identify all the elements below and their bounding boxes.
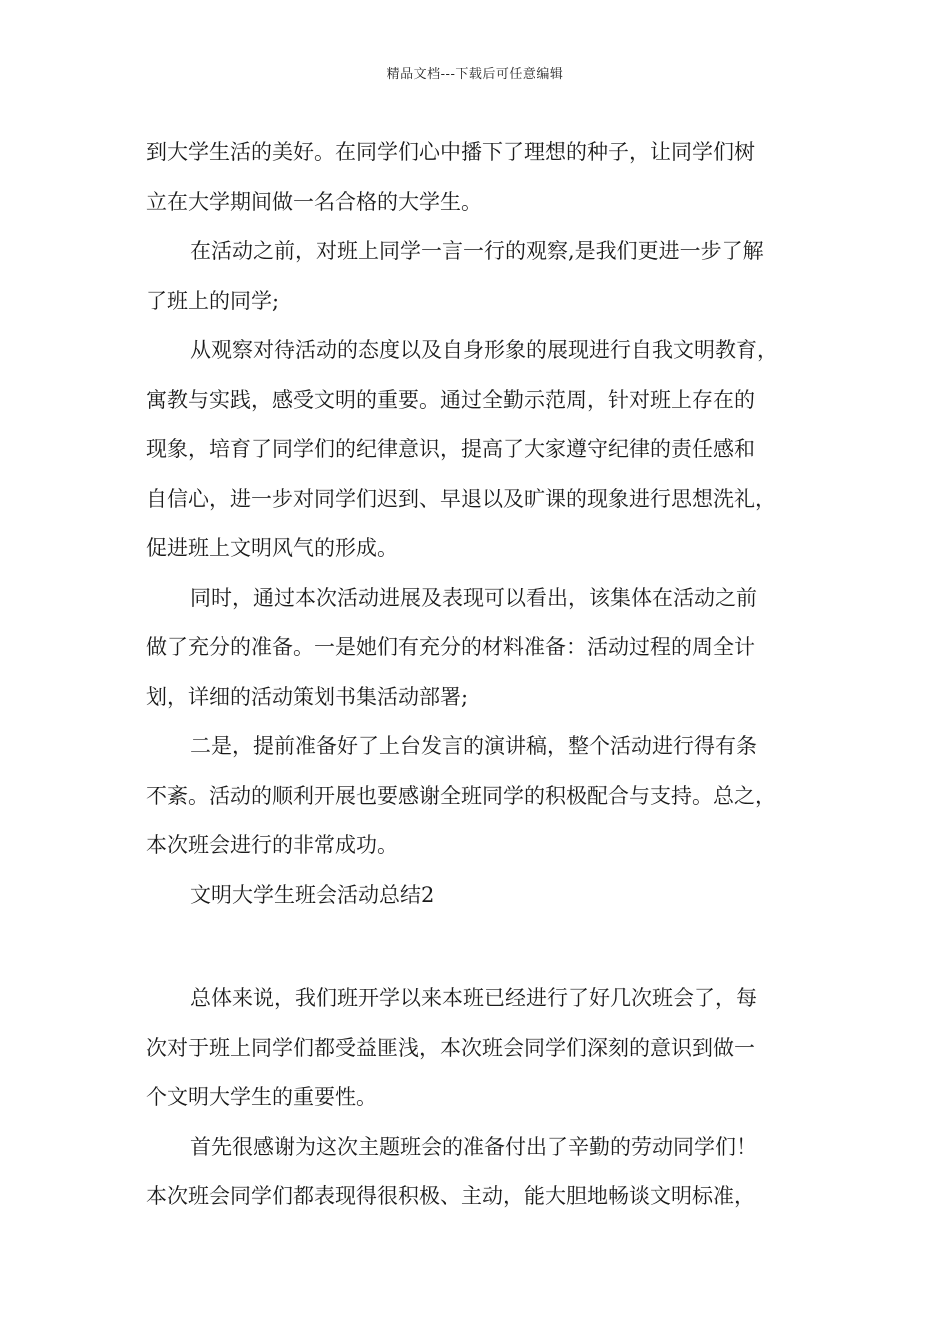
paragraph-line: 到大学生活的美好。在同学们心中播下了理想的种子，让同学们树 bbox=[146, 140, 755, 164]
paragraph-line: 本次班会同学们都表现得很积极、主动，能大胆地畅谈文明标准， bbox=[146, 1184, 755, 1208]
paragraph-3 bbox=[146, 326, 818, 574]
paragraph-line: 次对于班上同学们都受益匪浅，本次班会同学们深刻的意识到做一 bbox=[146, 1035, 755, 1060]
paragraph-line: 同时，通过本次活动进展及表现可以看出，该集体在活动之前 bbox=[190, 585, 757, 610]
paragraph-7 bbox=[146, 1123, 818, 1222]
blank-gap bbox=[146, 920, 818, 974]
paragraph-5 bbox=[146, 722, 818, 871]
paragraph-line: 在活动之前，对班上同学一言一行的观察,是我们更进一步了解 bbox=[190, 239, 764, 263]
paragraph-line: 促进班上文明风气的形成。 bbox=[146, 536, 398, 560]
paragraph-line: 首先很感谢为这次主题班会的准备付出了辛勤的劳动同学们！ bbox=[190, 1134, 757, 1159]
paragraph-4 bbox=[146, 574, 818, 723]
document-body bbox=[146, 128, 818, 1222]
paragraph-line: 立在大学期间做一名合格的大学生。 bbox=[146, 189, 482, 214]
paragraph-line: 从观察对待活动的态度以及自身形象的展现进行自我文明教育， bbox=[190, 338, 778, 362]
paragraph-line: 划，详细的活动策划书集活动部署; bbox=[146, 684, 469, 709]
paragraph-line: 本次班会进行的非常成功。 bbox=[146, 833, 398, 857]
paragraph-line: 个文明大学生的重要性。 bbox=[146, 1085, 377, 1109]
paragraph-line: 了班上的同学; bbox=[146, 288, 280, 313]
paragraph-line: 总体来说，我们班开学以来本班已经进行了好几次班会了，每 bbox=[190, 986, 757, 1010]
paragraph-1 bbox=[146, 128, 818, 227]
paragraph-line: 做了充分的准备。一是她们有充分的材料准备：活动过程的周全计 bbox=[146, 635, 755, 659]
paragraph-line: 现象，培育了同学们的纪律意识，提高了大家遵守纪律的责任感和 bbox=[146, 437, 755, 461]
paragraph-line: 二是，提前准备好了上台发言的演讲稿，整个活动进行得有条 bbox=[190, 734, 757, 758]
paragraph-line: 自信心，进一步对同学们迟到、早退以及旷课的现象进行思想洗礼， bbox=[146, 486, 776, 511]
paragraph-line: 不紊。活动的顺利开展也要感谢全班同学的积极配合与支持。总之， bbox=[146, 783, 776, 808]
section-title: 文明大学生班会活动总结2 bbox=[190, 882, 435, 907]
paragraph-line: 寓教与实践，感受文明的重要。通过全勤示范周，针对班上存在的 bbox=[146, 387, 755, 412]
paragraph-6 bbox=[146, 974, 818, 1123]
page-header: 精品文档---下载后可任意编辑 bbox=[386, 67, 564, 82]
paragraph-2 bbox=[146, 227, 818, 326]
